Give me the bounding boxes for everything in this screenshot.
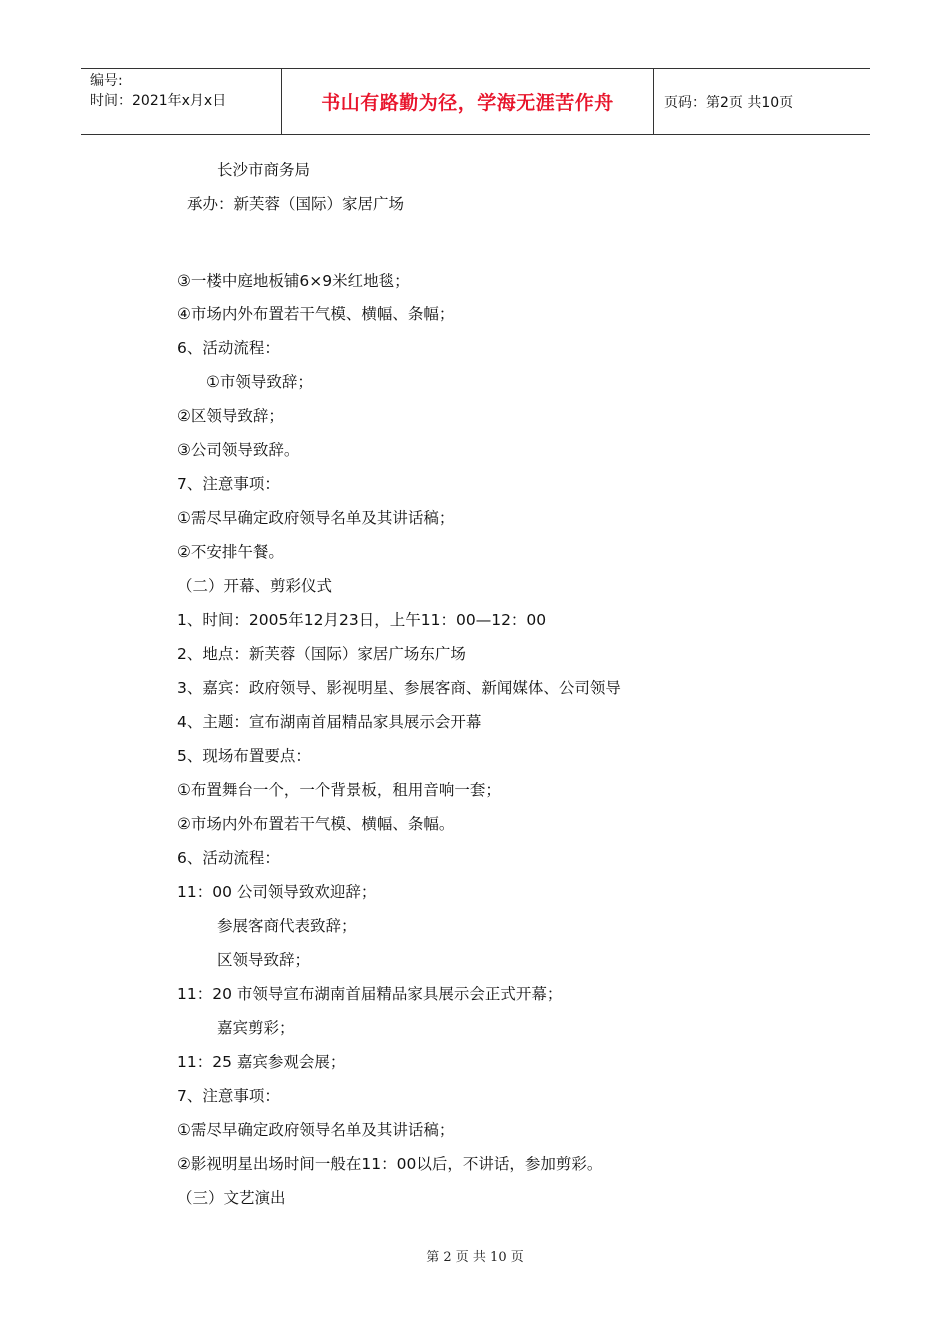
text-line: 1、时间：2005年12月23日，上午11：00—12：00 (177, 611, 547, 629)
text-line: 嘉宾剪彩； (217, 1019, 295, 1037)
text-line: 4、主题：宣布湖南首届精品家具展示会开幕 (177, 713, 482, 731)
text-line: 6、活动流程： (177, 339, 280, 357)
text-line: 2、地点：新芙蓉（国际）家居广场东广场 (177, 645, 466, 663)
text-line: 11：20 市领导宣布湖南首届精品家具展示会正式开幕； (177, 985, 563, 1003)
text-line: 11：25 嘉宾参观会展； (177, 1053, 346, 1071)
text-line: 6、活动流程： (177, 849, 280, 867)
motto-text: 书山有路勤为径，学海无涯苦作舟 (321, 92, 614, 114)
text-line: 长沙市商务局 (217, 161, 311, 179)
date-label: 时间：2021年x月x日 (90, 93, 227, 109)
number-label: 编号: (90, 73, 123, 89)
section-heading: （二）开幕、剪彩仪式 (177, 577, 333, 595)
text-line: 7、注意事项： (177, 475, 280, 493)
header-motto-cell (282, 69, 654, 134)
section-heading: （三）文艺演出 (177, 1189, 286, 1207)
text-line: 3、嘉宾：政府领导、影视明星、参展客商、新闻媒体、公司领导 (177, 679, 621, 697)
text-line: ③一楼中庭地板铺6×9米红地毯； (177, 272, 410, 290)
text-line: ②市场内外布置若干气模、横幅、条幅。 (177, 815, 455, 833)
text-line: ②区领导致辞； (177, 407, 284, 425)
page-info: 页码：第2页 共10页 (664, 94, 794, 111)
text-line: ①需尽早确定政府领导名单及其讲话稿； (177, 509, 455, 527)
page-footer: 第 2 页 共 10 页 (426, 1250, 524, 1265)
text-line: 7、注意事项： (177, 1087, 280, 1105)
header-page-cell (654, 69, 870, 134)
text-line: 11：00 公司领导致欢迎辞； (177, 883, 377, 901)
text-line: ①市领导致辞； (206, 373, 313, 391)
text-line: ③公司领导致辞。 (177, 441, 300, 459)
text-line: ②影视明星出场时间一般在11：00以后，不讲话，参加剪彩。 (177, 1155, 603, 1173)
text-line: 5、现场布置要点： (177, 747, 311, 765)
text-line: ①需尽早确定政府领导名单及其讲话稿； (177, 1121, 455, 1139)
page-header (81, 68, 870, 135)
text-line: ②不安排午餐。 (177, 543, 284, 561)
text-line: ④市场内外布置若干气模、横幅、条幅； (177, 305, 455, 323)
text-line: 参展客商代表致辞； (217, 917, 357, 935)
header-meta (81, 69, 282, 134)
text-line: ①布置舞台一个，一个背景板，租用音响一套； (177, 781, 501, 799)
text-line: 承办：新芙蓉（国际）家居广场 (187, 195, 405, 213)
text-line: 区领导致辞； (217, 951, 311, 969)
